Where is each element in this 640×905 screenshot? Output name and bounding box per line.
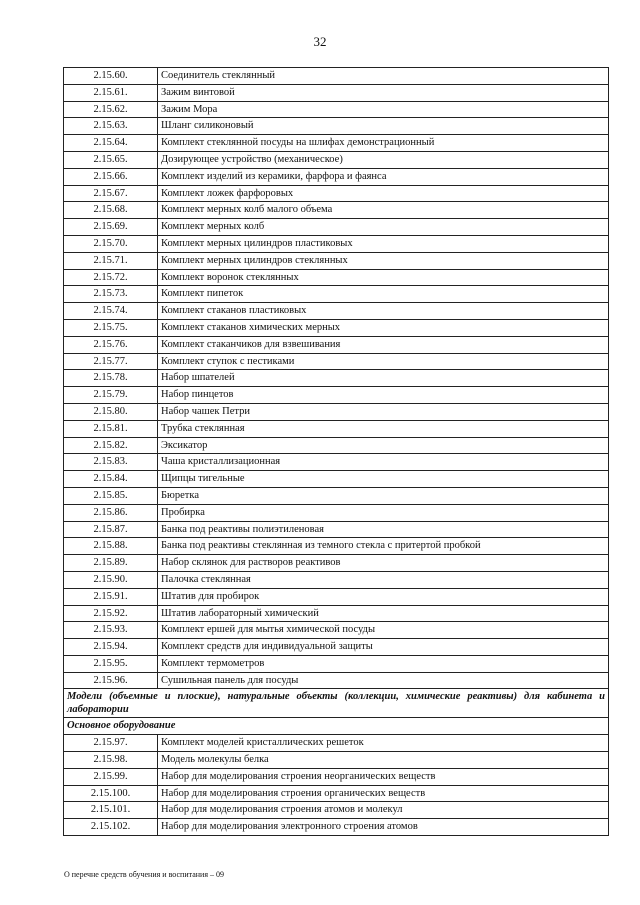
- table-row: [64, 655, 609, 672]
- item-name: Палочка стеклянная: [158, 571, 609, 588]
- item-name: Комплект средств для индивидуальной защиты: [158, 639, 609, 656]
- item-name: Комплект ершей для мытья химической посуды: [158, 622, 609, 639]
- table-row: [64, 235, 609, 252]
- item-name: Зажим винтовой: [158, 84, 609, 101]
- item-code: 2.15.90.: [64, 571, 158, 588]
- item-name: Комплект ложек фарфоровых: [158, 185, 609, 202]
- item-name: Комплект изделий из керамики, фарфора и фаянса: [158, 168, 609, 185]
- section-heading: Модели (объемные и плоские), натуральные объекты (коллекции, химические реактивы) для кабинета и лаборатории: [64, 689, 609, 718]
- item-code: 2.15.102.: [64, 819, 158, 836]
- subsection-heading: Основное оборудование: [64, 718, 609, 735]
- table-row: [64, 752, 609, 769]
- item-code: 2.15.80.: [64, 403, 158, 420]
- item-name: Комплект стаканов пластиковых: [158, 303, 609, 320]
- item-code: 2.15.95.: [64, 655, 158, 672]
- item-name: Комплект стеклянной посуды на шлифах демонстрационный: [158, 135, 609, 152]
- item-name: Трубка стеклянная: [158, 420, 609, 437]
- item-code: 2.15.62.: [64, 101, 158, 118]
- table-row: [64, 370, 609, 387]
- item-name: Набор для моделирования электронного строения атомов: [158, 819, 609, 836]
- item-name: Набор шпателей: [158, 370, 609, 387]
- item-name: Зажим Мора: [158, 101, 609, 118]
- item-code: 2.15.65.: [64, 151, 158, 168]
- item-name: Сушильная панель для посуды: [158, 672, 609, 689]
- page-number: 32: [313, 34, 327, 49]
- item-name: Комплект мерных цилиндров пластиковых: [158, 235, 609, 252]
- item-code: 2.15.71.: [64, 252, 158, 269]
- item-code: 2.15.67.: [64, 185, 158, 202]
- section-block: [64, 689, 609, 735]
- item-name: Щипцы тигельные: [158, 471, 609, 488]
- item-name: Банка под реактивы стеклянная из темного стекла с притертой пробкой: [158, 538, 609, 555]
- item-code: 2.15.84.: [64, 471, 158, 488]
- item-code: 2.15.77.: [64, 353, 158, 370]
- table-row: [64, 101, 609, 118]
- item-code: 2.15.69.: [64, 219, 158, 236]
- item-name: Комплект мерных колб: [158, 219, 609, 236]
- item-code: 2.15.94.: [64, 639, 158, 656]
- table-row: [64, 768, 609, 785]
- table-row: [64, 319, 609, 336]
- table-row: [64, 336, 609, 353]
- table-row: [64, 202, 609, 219]
- item-code: 2.15.85.: [64, 487, 158, 504]
- item-code: 2.15.63.: [64, 118, 158, 135]
- item-name: Штатив для пробирок: [158, 588, 609, 605]
- item-code: 2.15.86.: [64, 504, 158, 521]
- table-row: [64, 735, 609, 752]
- item-code: 2.15.74.: [64, 303, 158, 320]
- table-row: [64, 252, 609, 269]
- item-code: 2.15.87.: [64, 521, 158, 538]
- item-code: 2.15.97.: [64, 735, 158, 752]
- item-code: 2.15.98.: [64, 752, 158, 769]
- item-code: 2.15.93.: [64, 622, 158, 639]
- table-row: [64, 219, 609, 236]
- table-row: [64, 521, 609, 538]
- item-name: Набор пинцетов: [158, 387, 609, 404]
- table-row: [64, 504, 609, 521]
- table-row: [64, 588, 609, 605]
- equipment-table: [63, 67, 609, 836]
- item-code: 2.15.88.: [64, 538, 158, 555]
- item-name: Чаша кристаллизационная: [158, 454, 609, 471]
- equipment-rows-part1: [64, 68, 609, 689]
- table-row: [64, 269, 609, 286]
- table-row: [64, 785, 609, 802]
- item-code: 2.15.82.: [64, 437, 158, 454]
- table-row: [64, 185, 609, 202]
- item-name: Комплект ступок с пестиками: [158, 353, 609, 370]
- table-row: [64, 672, 609, 689]
- item-name: Модель молекулы белка: [158, 752, 609, 769]
- item-name: Бюретка: [158, 487, 609, 504]
- table-row: [64, 538, 609, 555]
- item-name: Шланг силиконовый: [158, 118, 609, 135]
- equipment-rows-part2: [64, 735, 609, 836]
- footer-note: О перечне средств обучения и воспитания – 09: [64, 870, 224, 879]
- item-code: 2.15.91.: [64, 588, 158, 605]
- item-code: 2.15.79.: [64, 387, 158, 404]
- item-name: Комплект мерных цилиндров стеклянных: [158, 252, 609, 269]
- item-name: Пробирка: [158, 504, 609, 521]
- table-row: [64, 420, 609, 437]
- table-row: [64, 819, 609, 836]
- item-code: 2.15.66.: [64, 168, 158, 185]
- item-name: Дозирующее устройство (механическое): [158, 151, 609, 168]
- item-code: 2.15.99.: [64, 768, 158, 785]
- item-code: 2.15.76.: [64, 336, 158, 353]
- item-name: Комплект мерных колб малого объема: [158, 202, 609, 219]
- item-code: 2.15.100.: [64, 785, 158, 802]
- table-row: [64, 68, 609, 85]
- table-row: [64, 639, 609, 656]
- table-row: [64, 84, 609, 101]
- item-code: 2.15.89.: [64, 555, 158, 572]
- item-name: Комплект стаканчиков для взвешивания: [158, 336, 609, 353]
- item-code: 2.15.72.: [64, 269, 158, 286]
- table-row: [64, 387, 609, 404]
- table-row: [64, 403, 609, 420]
- item-name: Набор склянок для растворов реактивов: [158, 555, 609, 572]
- item-code: 2.15.68.: [64, 202, 158, 219]
- table-row: [64, 135, 609, 152]
- table-row: [64, 353, 609, 370]
- item-name: Набор чашек Петри: [158, 403, 609, 420]
- table-row: [64, 151, 609, 168]
- item-name: Набор для моделирования строения органических веществ: [158, 785, 609, 802]
- section-heading-row: [64, 689, 609, 718]
- item-code: 2.15.70.: [64, 235, 158, 252]
- table-row: [64, 605, 609, 622]
- subsection-heading-row: [64, 718, 609, 735]
- item-code: 2.15.81.: [64, 420, 158, 437]
- item-code: 2.15.96.: [64, 672, 158, 689]
- item-name: Набор для моделирования строения неорганических веществ: [158, 768, 609, 785]
- item-code: 2.15.61.: [64, 84, 158, 101]
- item-name: Банка под реактивы полиэтиленовая: [158, 521, 609, 538]
- item-code: 2.15.101.: [64, 802, 158, 819]
- item-name: Набор для моделирования строения атомов и молекул: [158, 802, 609, 819]
- item-code: 2.15.75.: [64, 319, 158, 336]
- item-code: 2.15.92.: [64, 605, 158, 622]
- item-name: Комплект воронок стеклянных: [158, 269, 609, 286]
- table-row: [64, 487, 609, 504]
- table-row: [64, 555, 609, 572]
- item-code: 2.15.64.: [64, 135, 158, 152]
- item-name: Комплект термометров: [158, 655, 609, 672]
- table-row: [64, 437, 609, 454]
- item-code: 2.15.73.: [64, 286, 158, 303]
- item-name: Эксикатор: [158, 437, 609, 454]
- table-row: [64, 622, 609, 639]
- item-name: Комплект моделей кристаллических решеток: [158, 735, 609, 752]
- table-row: [64, 303, 609, 320]
- table-row: [64, 168, 609, 185]
- item-name: Штатив лабораторный химический: [158, 605, 609, 622]
- item-name: Соединитель стеклянный: [158, 68, 609, 85]
- item-code: 2.15.83.: [64, 454, 158, 471]
- table-row: [64, 286, 609, 303]
- table-row: [64, 471, 609, 488]
- item-code: 2.15.60.: [64, 68, 158, 85]
- item-code: 2.15.78.: [64, 370, 158, 387]
- item-name: Комплект стаканов химических мерных: [158, 319, 609, 336]
- table-row: [64, 802, 609, 819]
- table-row: [64, 571, 609, 588]
- table-row: [64, 454, 609, 471]
- item-name: Комплект пипеток: [158, 286, 609, 303]
- table-row: [64, 118, 609, 135]
